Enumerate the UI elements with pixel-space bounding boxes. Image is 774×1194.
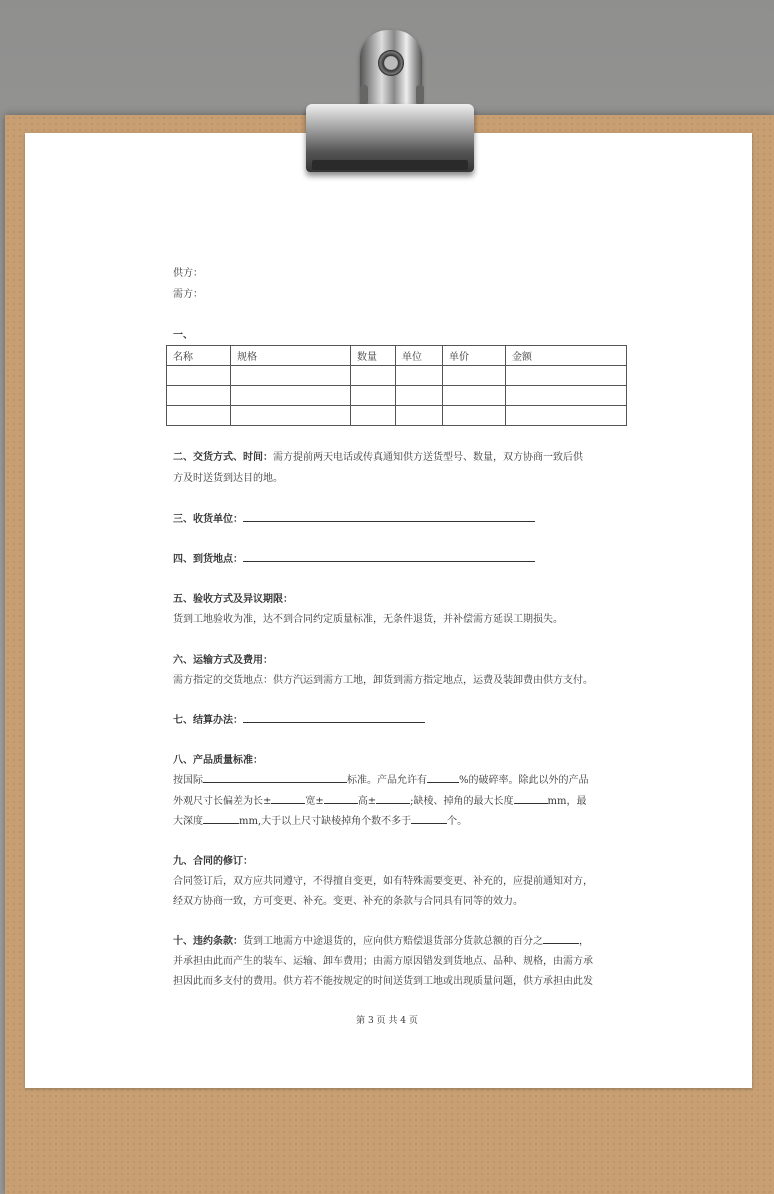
section-1-title: 一、 — [173, 330, 193, 341]
table-row — [167, 366, 627, 386]
section-2-line-2: 方及时送货到达目的地。 — [173, 473, 283, 484]
clip-hole-icon — [378, 50, 404, 76]
section-10-line-3: 担因此而多支付的费用。供方若不能按规定的时间送货到工地或出现质量问题，供方承担由此发 — [173, 976, 593, 987]
section-8-line-3: 大深度 mm,大于以上尺寸缺棱掉角个数不多于 个。 — [173, 812, 467, 827]
col-unit-price: 单价 — [443, 346, 506, 366]
section-6-title: 六、运输方式及费用： — [173, 655, 273, 666]
section-4-title: 四、到货地点： — [173, 554, 243, 565]
table-row — [167, 386, 627, 406]
col-unit: 单位 — [396, 346, 443, 366]
goods-table — [166, 345, 627, 426]
section-7-title: 七、结算办法： — [173, 715, 243, 726]
section-2-title: 二、交货方式、时间： — [173, 452, 273, 463]
section-8-title: 八、产品质量标准： — [173, 755, 263, 766]
section-9-line-1: 合同签订后，双方应共同遵守，不得擅自变更，如有特殊需要变更、补充的，应提前通知对方， — [173, 876, 593, 887]
section-3 — [173, 510, 535, 525]
receiver-blank — [243, 510, 535, 522]
col-qty: 数量 — [351, 346, 396, 366]
clip-hinge-right — [416, 85, 424, 105]
table-header-row — [167, 346, 627, 366]
section-2-line-1: 二、交货方式、时间：需方提前两天电话或传真通知供方送货型号、数量，双方协商一致后供 — [173, 452, 583, 463]
settlement-blank — [243, 711, 425, 723]
page-number: 第 3 页 共 4 页 — [356, 1016, 418, 1026]
section-10-title: 十、违约条款： — [173, 936, 243, 947]
section-5-title: 五、验收方式及异议期限： — [173, 594, 293, 605]
buyer-label: 需方： — [173, 289, 203, 300]
section-10-line-2: 并承担由此而产生的装车、运输、卸车费用；由需方原因错发到货地点、品种、规格，由需方承 — [173, 956, 593, 967]
supplier-label: 供方： — [173, 268, 203, 279]
section-5-text: 货到工地验收为准，达不到合同约定质量标准，无条件退货，并补偿需方延误工期损失。 — [173, 614, 563, 625]
clip-strip — [312, 160, 468, 170]
col-amount: 金额 — [506, 346, 627, 366]
table-row — [167, 406, 627, 426]
section-9-title: 九、合同的修订： — [173, 856, 253, 867]
section-4 — [173, 550, 535, 565]
section-9-line-2: 经双方协商一致，方可变更、补充。变更、补充的条款与合同具有同等的效力。 — [173, 896, 523, 907]
section-7 — [173, 711, 425, 726]
section-6-text: 需方指定的交货地点：供方汽运到需方工地，卸货到需方指定地点，运费及装卸费由供方支付。 — [173, 675, 593, 686]
delivery-place-blank — [243, 550, 535, 562]
section-8-line-2: 外观尺寸长偏差为长± 宽± 高± ;缺棱、掉角的最大长度 mm，最 — [173, 792, 587, 807]
clip-hinge-left — [360, 85, 368, 105]
col-name: 名称 — [167, 346, 231, 366]
col-spec: 规格 — [231, 346, 351, 366]
section-8-line-1: 按国际 标准。产品允许有 %的破碎率。除此以外的产品 — [173, 771, 589, 786]
section-10-line-1: 十、违约条款：货到工地需方中途退货的，应向供方赔偿退货部分货款总额的百分之 ， — [173, 932, 589, 947]
section-3-title: 三、收货单位： — [173, 514, 243, 525]
